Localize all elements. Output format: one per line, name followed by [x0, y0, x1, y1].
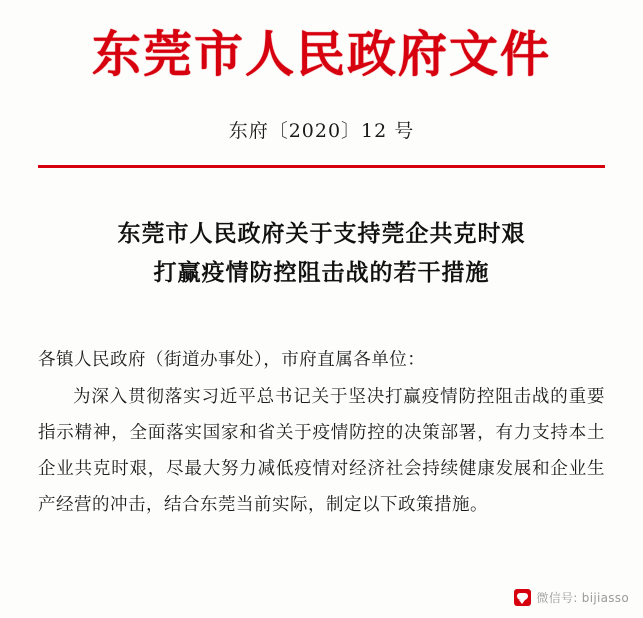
wechat-icon	[514, 589, 531, 606]
masthead	[0, 0, 643, 82]
document-title-line-2: 打赢疫情防控阻击战的若干措施	[153, 259, 490, 287]
salutation: 各镇人民政府（街道办事处），市府直属各单位：	[38, 349, 426, 370]
body-paragraph: 为深入贯彻落实习近平总书记关于坚决打赢疫情防控阻击战的重要指示精神，全面落实国家和省关于疫情防控的决策部署，有力支持本土企业共克时艰，尽最大努力减低疫情对经济社会持续健康发展和企业生产经营的冲击，结合东莞当前实际，制定以下政策措施。	[38, 387, 605, 516]
watermark	[510, 587, 633, 608]
red-divider-rule	[38, 165, 605, 168]
document-number: 东府〔2020〕12 号	[228, 120, 415, 143]
document-body	[38, 343, 605, 524]
document-title-line-1: 东莞市人民政府关于支持莞企共克时艰	[117, 220, 526, 248]
masthead-title: 东莞市人民政府文件	[91, 25, 551, 83]
watermark-text: 微信号: bijiasso	[536, 591, 629, 605]
document-title	[64, 214, 579, 292]
